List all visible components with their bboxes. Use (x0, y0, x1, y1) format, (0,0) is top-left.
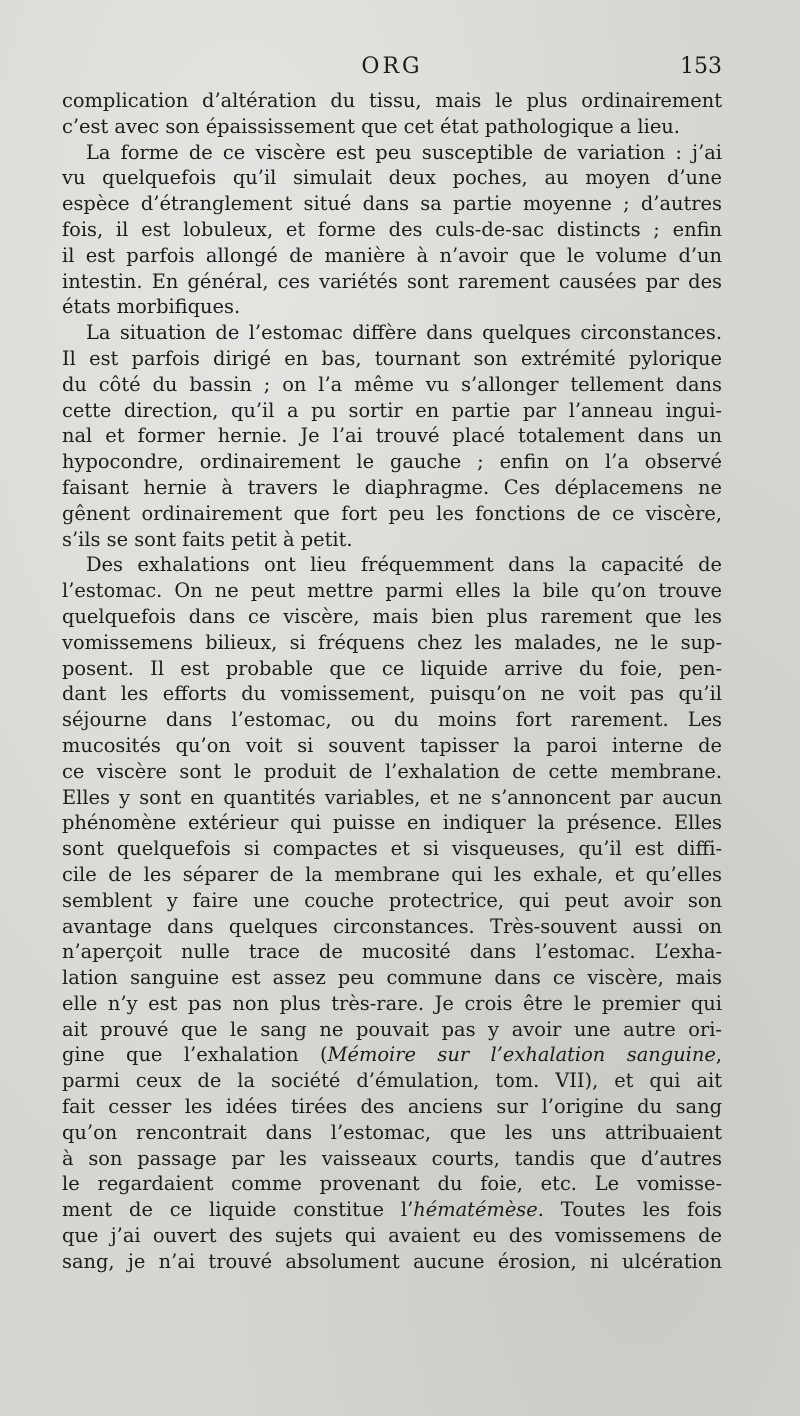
text-segment: . Toutes les fois (537, 1198, 722, 1222)
text-line: cette direction, qu’il a pu sortir en partie par l’anneau ingui- (62, 398, 722, 422)
text-line: semblent y faire une couche protectrice, qui peut avoir son (62, 888, 722, 912)
italic-title: hématémèse (413, 1198, 538, 1222)
text-line: Elles y sont en quantités variables, et ne s’annoncent par aucun (62, 785, 722, 809)
text-line: n’aperçoit nulle trace de mucosité dans l’estomac. L’exha- (62, 940, 722, 964)
page-number: 153 (680, 54, 722, 79)
text-line (62, 1197, 722, 1223)
text-line: espèce d’étranglement situé dans sa partie moyenne ; d’autres (62, 192, 722, 216)
text-line: sont quelquefois si compactes et si visqueuses, qu’il est diffi- (62, 837, 722, 861)
text-line: qu’on rencontrait dans l’estomac, que les uns attribuaient (62, 1120, 722, 1144)
text-line: elle n’y est pas non plus très-rare. Je crois être le premier qui (62, 991, 722, 1015)
text-line: c’est avec son épaississement que cet état pathologique a lieu. (62, 114, 680, 138)
text-segment: gine que l’exhalation ( (62, 1043, 328, 1067)
text-line: gênent ordinairement que fort peu les fonctions de ce viscère, (62, 501, 722, 525)
text-line: cile de les séparer de la membrane qui les exhale, et qu’elles (62, 862, 722, 886)
text-segment: , (715, 1043, 722, 1067)
text-line: intestin. En général, ces variétés sont rarement causées par des (62, 269, 722, 293)
text-line: mucosités qu’on voit si souvent tapisser la paroi interne de (62, 733, 722, 757)
text-line: Des exhalations ont lieu fréquemment dans la capacité de (86, 553, 722, 577)
text-line: s’ils se sont faits petit à petit. (62, 527, 353, 551)
text-line: séjourne dans l’estomac, ou du moins fort rarement. Les (62, 708, 722, 732)
text-line: ait prouvé que le sang ne pouvait pas y avoir une autre ori- (62, 1017, 722, 1041)
text-line: phénomène extérieur qui puisse en indiquer la présence. Elles (62, 811, 722, 835)
text-line: fait cesser les idées tirées des anciens sur l’origine du sang (62, 1095, 722, 1119)
text-line: hypocondre, ordinairement le gauche ; enfin on l’a observé (62, 450, 722, 474)
text-line: vu quelquefois qu’il simulait deux poches, au moyen d’une (62, 166, 722, 190)
text-line: La forme de ce viscère est peu susceptible de variation : j’ai (86, 140, 722, 164)
running-head: ORG (361, 54, 423, 79)
text-line: sang, je n’ai trouvé absolument aucune érosion, ni ulcération (62, 1249, 722, 1273)
text-line: quelquefois dans ce viscère, mais bien plus rarement que les (62, 604, 722, 628)
text-line: parmi ceux de la société d’émulation, tom. VII), et qui ait (62, 1069, 722, 1093)
text-line: à son passage par les vaisseaux courts, tandis que d’autres (62, 1146, 722, 1170)
text-line: La situation de l’estomac diffère dans quelques circonstances. (86, 321, 722, 345)
text-line: fois, il est lobuleux, et forme des culs-de-sac distincts ; enfin (62, 217, 722, 241)
text-line: complication d’altération du tissu, mais le plus ordinairement (62, 89, 722, 112)
text-line: l’estomac. On ne peut mettre parmi elles la bile qu’on trouve (62, 579, 722, 603)
text-line: le regardaient comme provenant du foie, etc. Le vomisse- (62, 1172, 722, 1196)
body-text (62, 88, 722, 1275)
text-line: que j’ai ouvert des sujets qui avaient eu des vomissemens de (62, 1224, 722, 1248)
page-header (62, 54, 722, 84)
text-line (62, 1042, 722, 1068)
text-line: du côté du bassin ; on l’a même vu s’allonger tellement dans (62, 372, 722, 396)
text-line: Il est parfois dirigé en bas, tournant son extrémité pylorique (62, 346, 722, 370)
text-line: vomissemens bilieux, si fréquens chez les malades, ne le sup- (62, 630, 722, 654)
text-segment: ment de ce liquide constitue l’ (62, 1198, 414, 1222)
text-line: ce viscère sont le produit de l’exhalation de cette membrane. (62, 759, 722, 783)
text-line: états morbifiques. (62, 295, 241, 319)
text-line: lation sanguine est assez peu commune dans ce viscère, mais (62, 966, 722, 990)
text-line: posent. Il est probable que ce liquide arrive du foie, pen- (62, 656, 722, 680)
text-line: faisant hernie à travers le diaphragme. Ces déplacemens ne (62, 475, 722, 499)
text-line: avantage dans quelques circonstances. Très-souvent aussi on (62, 914, 722, 938)
text-line: dant les efforts du vomissement, puisqu’on ne voit pas qu’il (62, 682, 722, 706)
text-line: nal et former hernie. Je l’ai trouvé placé totalement dans un (62, 424, 722, 448)
text-line: il est parfois allongé de manière à n’avoir que le volume d’un (62, 243, 722, 267)
italic-title: Mémoire sur l’exhalation sanguine (327, 1043, 716, 1067)
